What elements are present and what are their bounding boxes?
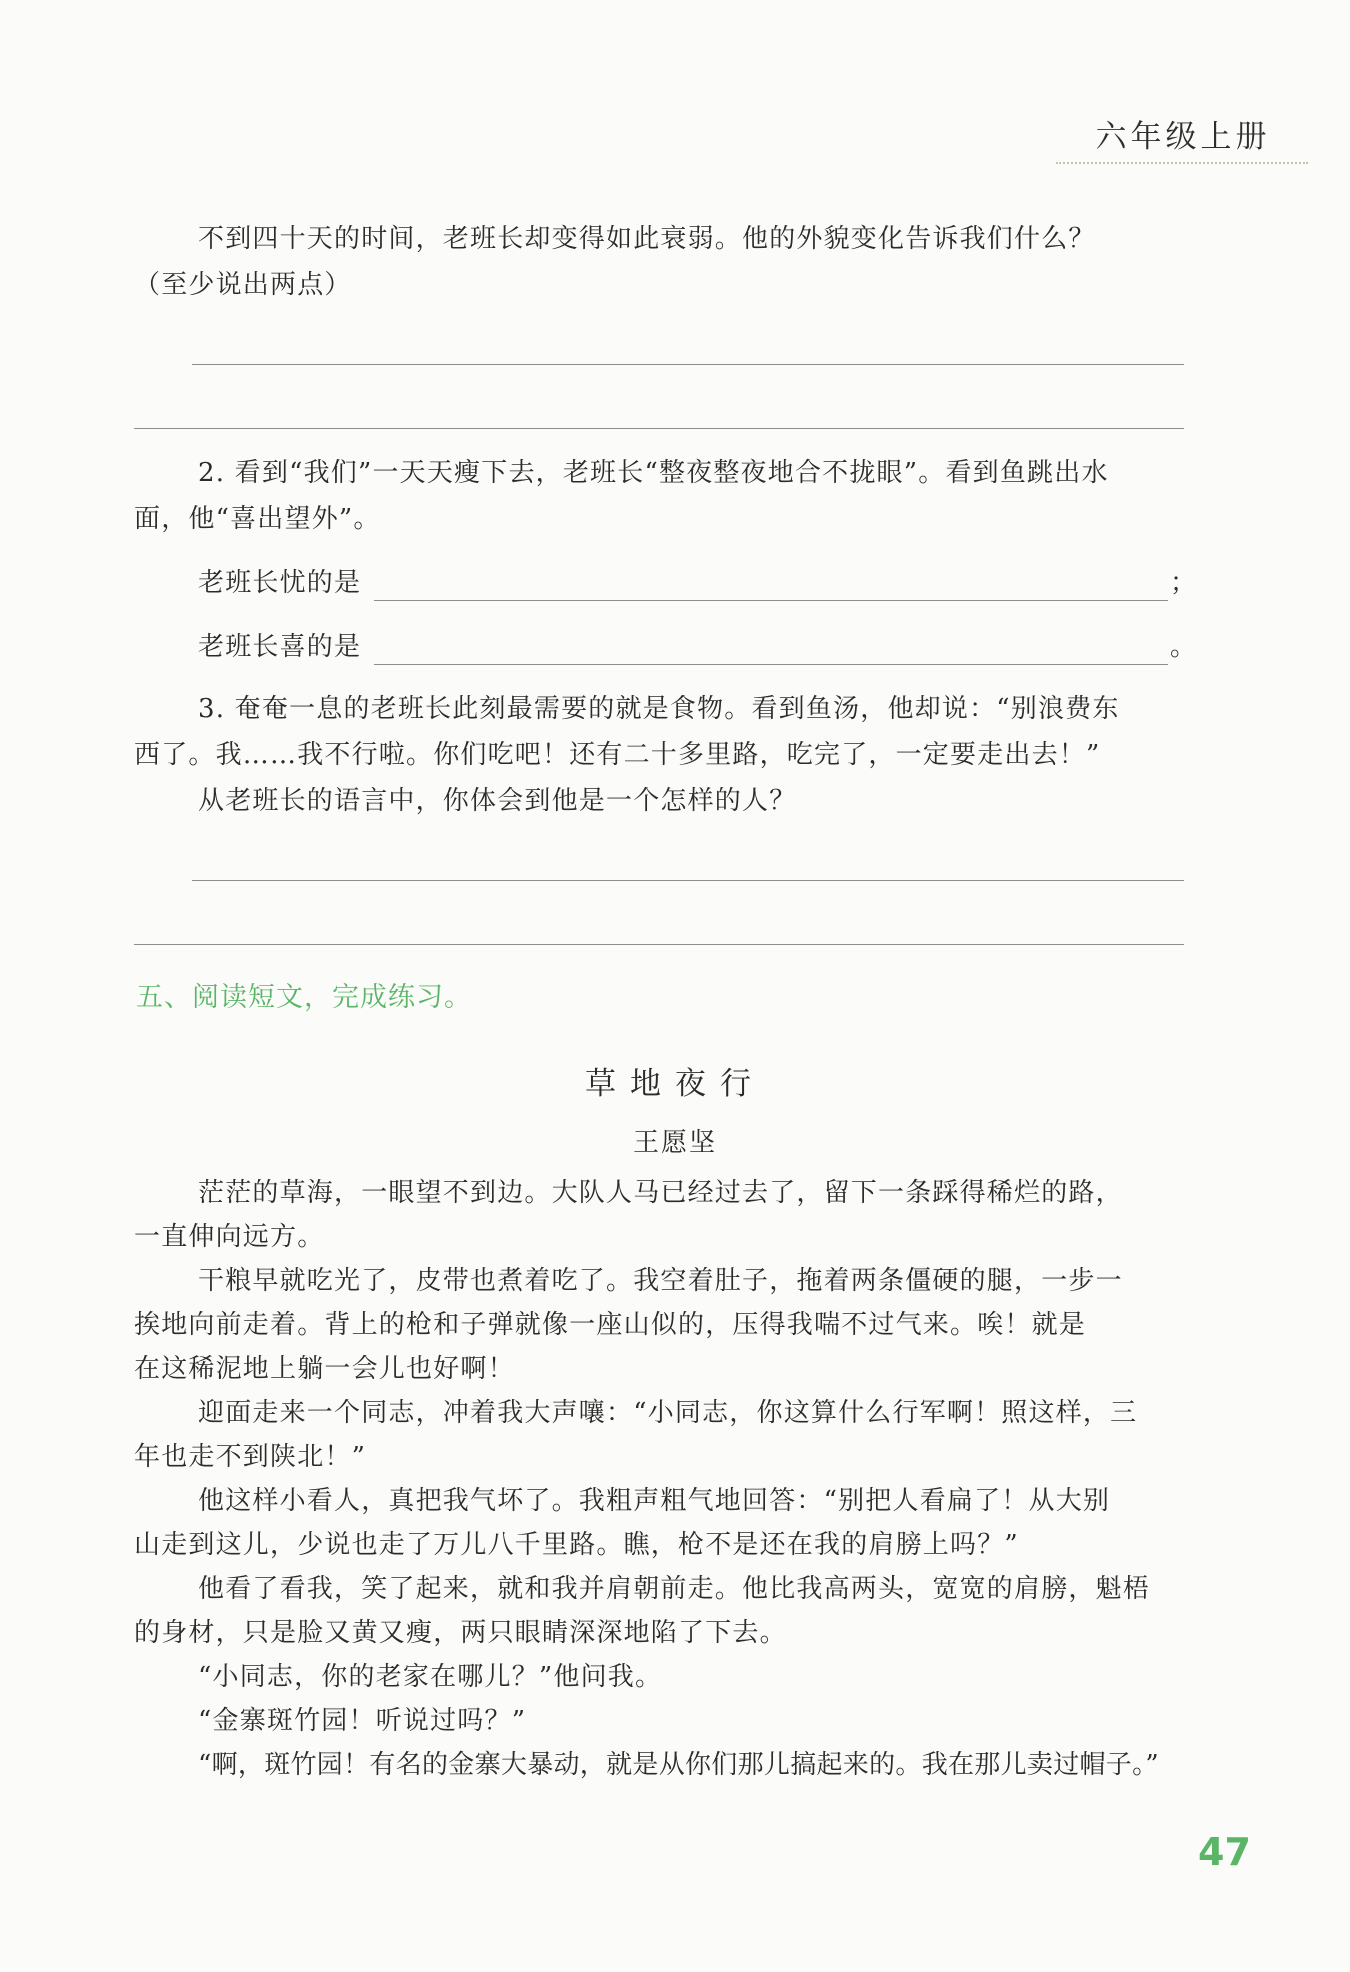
- story-line: 山走到这儿，少说也走了万儿八千里路。瞧，枪不是还在我的肩膀上吗？”: [134, 1530, 1019, 1560]
- story-line: 干粮早就吃光了，皮带也煮着吃了。我空着肚子，拖着两条僵硬的腿，一步一: [198, 1266, 1123, 1296]
- q3-text-line2: 西了。我……我不行啦。你们吃吧！还有二十多里路，吃完了，一定要走出去！”: [134, 740, 1101, 770]
- story-line: 他看了看我，笑了起来，就和我并肩朝前走。他比我高两头，宽宽的肩膀，魁梧: [198, 1574, 1151, 1604]
- story-line: 茫茫的草海，一眼望不到边。大队人马已经过去了，留下一条踩得稀烂的路，: [198, 1178, 1123, 1208]
- q3-question: 从老班长的语言中，你体会到他是一个怎样的人？: [198, 786, 797, 816]
- story-line: 一直伸向远方。: [134, 1222, 325, 1252]
- q2-worry-label: 老班长忧的是: [198, 568, 362, 598]
- q2-text-line2: 面，他“喜出望外”。: [134, 504, 381, 534]
- page-number: 47: [1198, 1830, 1251, 1874]
- q2-joy-end-mark: 。: [1170, 632, 1198, 662]
- q1-text-line1: 不到四十天的时间，老班长却变得如此衰弱。他的外貌变化告诉我们什么？: [198, 224, 1096, 254]
- q2-joy-label: 老班长喜的是: [198, 632, 362, 662]
- story-line: “小同志，你的老家在哪儿？”他问我。: [198, 1662, 663, 1692]
- q1-answer-line-2[interactable]: [134, 428, 1184, 429]
- q2-joy-answer-line[interactable]: [374, 664, 1168, 665]
- q2-worry-answer-line[interactable]: [374, 600, 1168, 601]
- story-line: 的身材，只是脸又黄又瘦，两只眼睛深深地陷了下去。: [134, 1618, 787, 1648]
- story-title: 草地夜行: [585, 1066, 765, 1102]
- q3-answer-line-2[interactable]: [134, 944, 1184, 945]
- q2-worry-end-mark: ；: [1170, 568, 1198, 598]
- q1-text-line2: （至少说出两点）: [134, 270, 352, 300]
- story-line: “啊，斑竹园！有名的金寨大暴动，就是从你们那儿搞起来的。我在那儿卖过帽子。”: [198, 1750, 1159, 1780]
- story-line: 在这稀泥地上躺一会儿也好啊！: [134, 1354, 515, 1384]
- section-heading: 五、阅读短文，完成练习。: [136, 982, 472, 1013]
- grade-label: 六年级上册: [1095, 119, 1271, 155]
- q3-text-line1: 3. 奄奄一息的老班长此刻最需要的就是食物。看到鱼汤，他却说：“别浪费东: [198, 694, 1120, 724]
- story-line: 年也走不到陕北！”: [134, 1442, 367, 1472]
- story-author: 王愿坚: [632, 1128, 717, 1158]
- story-line: 他这样小看人，真把我气坏了。我粗声粗气地回答：“别把人看扁了！从大别: [198, 1486, 1111, 1516]
- q1-answer-line-1[interactable]: [192, 364, 1184, 365]
- grade-divider: [1056, 162, 1308, 164]
- story-line: “金寨斑竹园！听说过吗？”: [198, 1706, 527, 1736]
- q3-answer-line-1[interactable]: [192, 880, 1184, 881]
- story-line: 挨地向前走着。背上的枪和子弹就像一座山似的，压得我喘不过气来。唉！就是: [134, 1310, 1087, 1340]
- story-line: 迎面走来一个同志，冲着我大声嚷：“小同志，你这算什么行军啊！照这样，三: [198, 1398, 1138, 1428]
- q2-text-line1: 2. 看到“我们”一天天瘦下去，老班长“整夜整夜地合不拢眼”。看到鱼跳出水: [198, 458, 1109, 488]
